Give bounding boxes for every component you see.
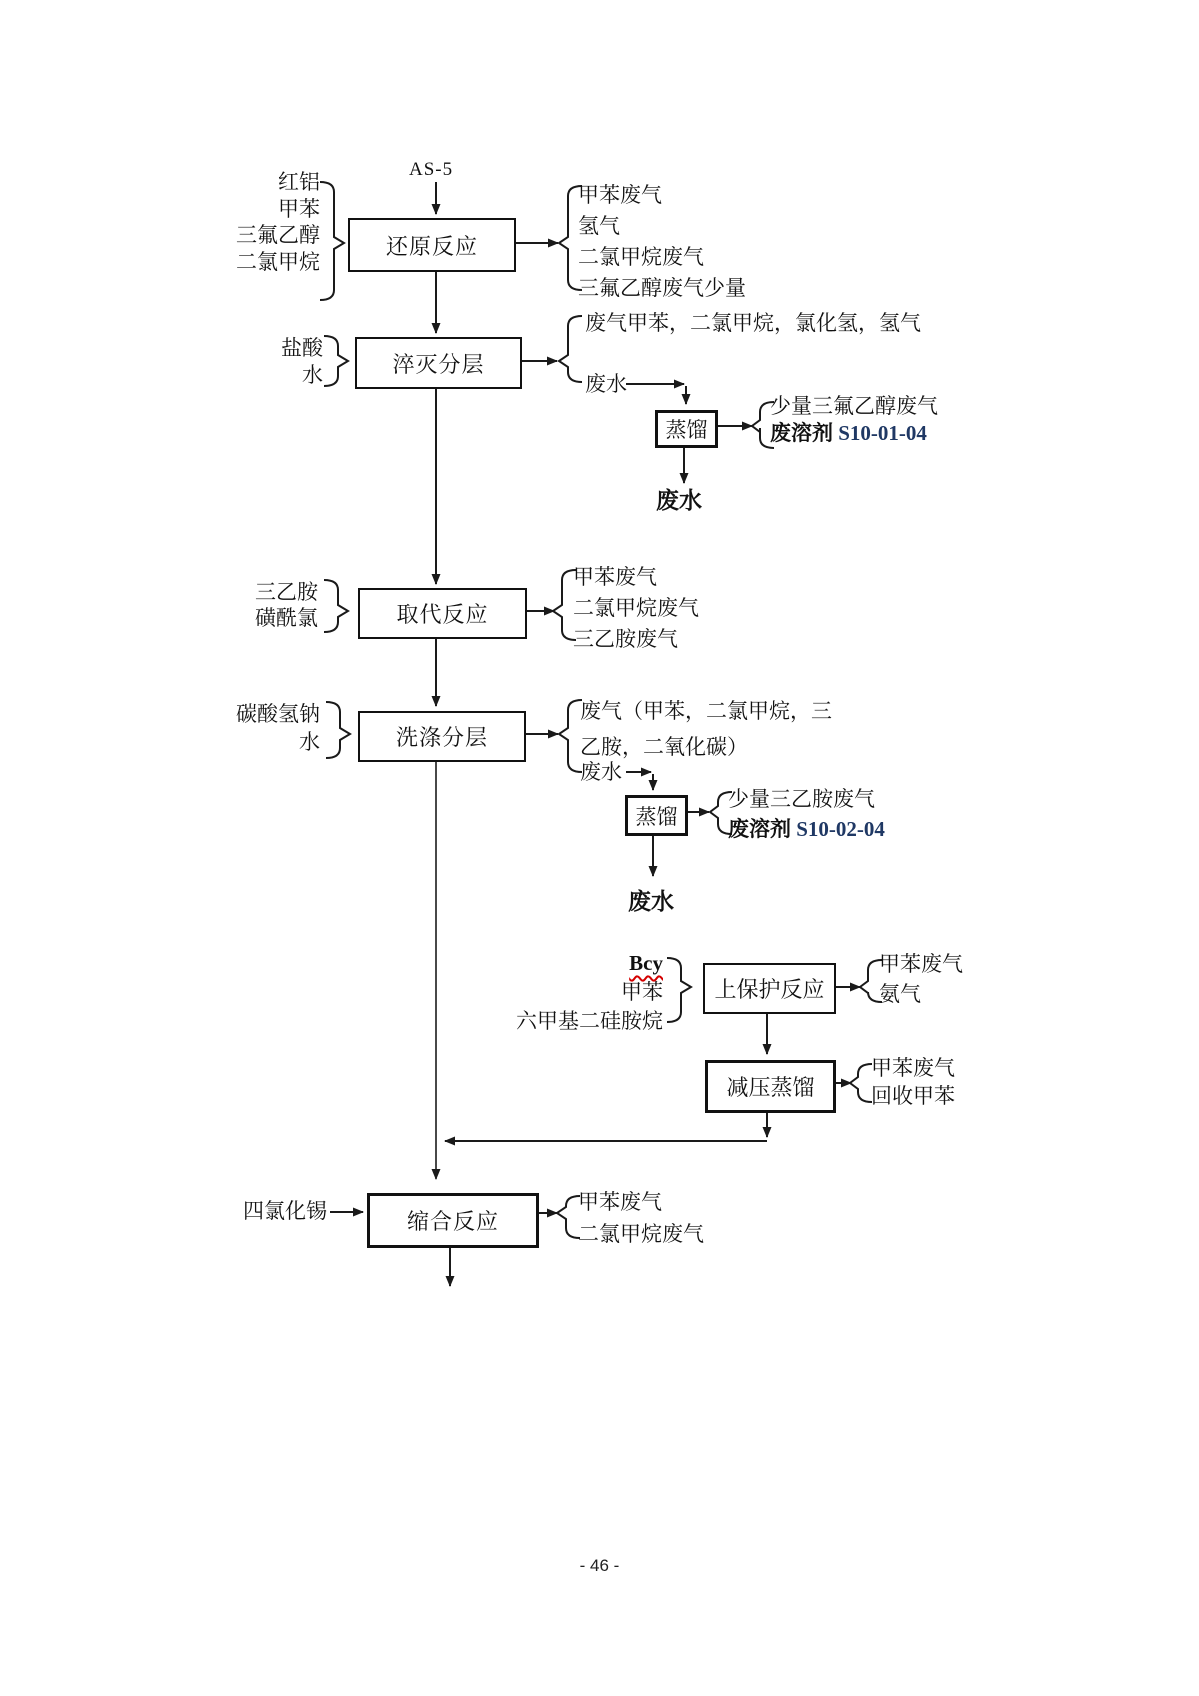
quench-output-water: 废水 (585, 372, 627, 396)
reduction-input: 红铝 (278, 170, 320, 194)
process-box-label: 取代反应 (396, 602, 489, 627)
vacuum-distill-output: 回收甲苯 (871, 1084, 955, 1108)
washing-input: 碳酸氢钠 (236, 702, 320, 726)
page-number: - 46 - (579, 1556, 620, 1575)
process-box-substitution (358, 588, 527, 639)
process-box-distill1 (655, 410, 718, 448)
brace-reduction-inputs (320, 182, 344, 300)
washing-input: 水 (299, 730, 320, 754)
process-box-protection (703, 963, 836, 1014)
source-label: AS-5 (409, 159, 454, 180)
process-box-distill2 (625, 795, 688, 836)
washing-output-gas-line2: 乙胺，二氧化碳） (580, 735, 748, 759)
distill1-wastewater: 废水 (656, 488, 702, 513)
brace-quench-inputs (324, 336, 348, 386)
reduction-inputs (236, 169, 320, 275)
distill1-solvent-code: S10-01-04 (838, 421, 927, 445)
quench-input: 盐酸 (281, 336, 323, 360)
process-box-reduction (348, 218, 516, 272)
protection-output: 氨气 (879, 982, 921, 1006)
distill1-solvent-label: 废溶剂 (770, 421, 833, 445)
washing-output-gas (580, 693, 832, 765)
process-box-label: 上保护反应 (714, 977, 825, 1002)
brace-washing-outputs (559, 700, 582, 772)
process-box-label: 洗涤分层 (395, 725, 488, 750)
protection-input: 六甲基二硅胺烷 (516, 1009, 663, 1033)
brace-condensation-outputs (557, 1196, 580, 1238)
protection-inputs (516, 949, 663, 1036)
process-box-label: 还原反应 (385, 233, 478, 259)
process-box-condensation (367, 1193, 539, 1248)
reduction-output: 甲苯废气 (578, 183, 662, 207)
reduction-input: 二氯甲烷 (236, 249, 320, 274)
protection-outputs (879, 949, 963, 1009)
reduction-output: 二氯甲烷废气 (578, 245, 704, 269)
substitution-input: 磺酰氯 (255, 606, 318, 630)
reduction-output: 三氟乙醇废气少量 (578, 276, 746, 300)
condensation-output: 甲苯废气 (578, 1190, 662, 1214)
distill2-solvent-label: 废溶剂 (728, 817, 791, 841)
brace-quench-outputs (559, 316, 582, 382)
process-box-quench (355, 337, 522, 389)
reduction-outputs (578, 180, 746, 304)
distill2-wastewater: 废水 (628, 889, 674, 914)
condensation-output: 二氯甲烷废气 (578, 1222, 704, 1246)
substitution-output: 二氯甲烷废气 (573, 596, 699, 620)
brace-vacuum-outputs (850, 1064, 872, 1102)
substitution-output: 甲苯废气 (573, 565, 657, 589)
substitution-output: 三乙胺废气 (573, 627, 678, 651)
vacuum-distill-output: 甲苯废气 (871, 1056, 955, 1080)
quench-inputs (281, 335, 323, 389)
vacuum-distill-outputs (871, 1054, 955, 1110)
reduction-output: 氢气 (578, 214, 620, 238)
condensation-input: 四氯化锡 (243, 1199, 327, 1223)
brace-substitution-inputs (324, 580, 348, 632)
protection-input-bcy: Bcy (629, 951, 663, 975)
washing-output-gas-line1: 废气（甲苯，二氯甲烷，三 (580, 699, 832, 723)
process-box-label: 减压蒸馏 (726, 1075, 815, 1100)
distill2-solvent-code: S10-02-04 (796, 817, 885, 841)
substitution-outputs (573, 562, 699, 655)
process-box-label: 蒸馏 (635, 804, 678, 829)
process-box-label: 蒸馏 (665, 418, 708, 442)
distill2-output-gas: 少量三乙胺废气 (728, 787, 875, 811)
substitution-inputs (255, 579, 318, 631)
quench-input: 水 (302, 363, 323, 387)
process-box-label: 缩合反应 (406, 1209, 499, 1234)
brace-washing-inputs (326, 702, 350, 758)
process-box-vacuum-distill (705, 1060, 836, 1113)
reduction-input: 甲苯 (278, 196, 320, 221)
condensation-outputs (578, 1186, 704, 1250)
brace-protection-inputs (667, 958, 691, 1022)
protection-output: 甲苯废气 (879, 952, 963, 976)
washing-output-water: 废水 (580, 760, 622, 784)
process-box-label: 淬灭分层 (392, 351, 485, 377)
quench-output-gas: 废气甲苯，二氯甲烷，氯化氢，氢气 (585, 311, 921, 335)
distill1-output-gas: 少量三氟乙醇废气 (770, 394, 938, 418)
reduction-input: 三氟乙醇 (236, 223, 320, 247)
process-box-washing (358, 711, 526, 762)
protection-input: 甲苯 (621, 980, 663, 1004)
washing-inputs (236, 700, 320, 756)
substitution-input: 三乙胺 (255, 580, 318, 604)
